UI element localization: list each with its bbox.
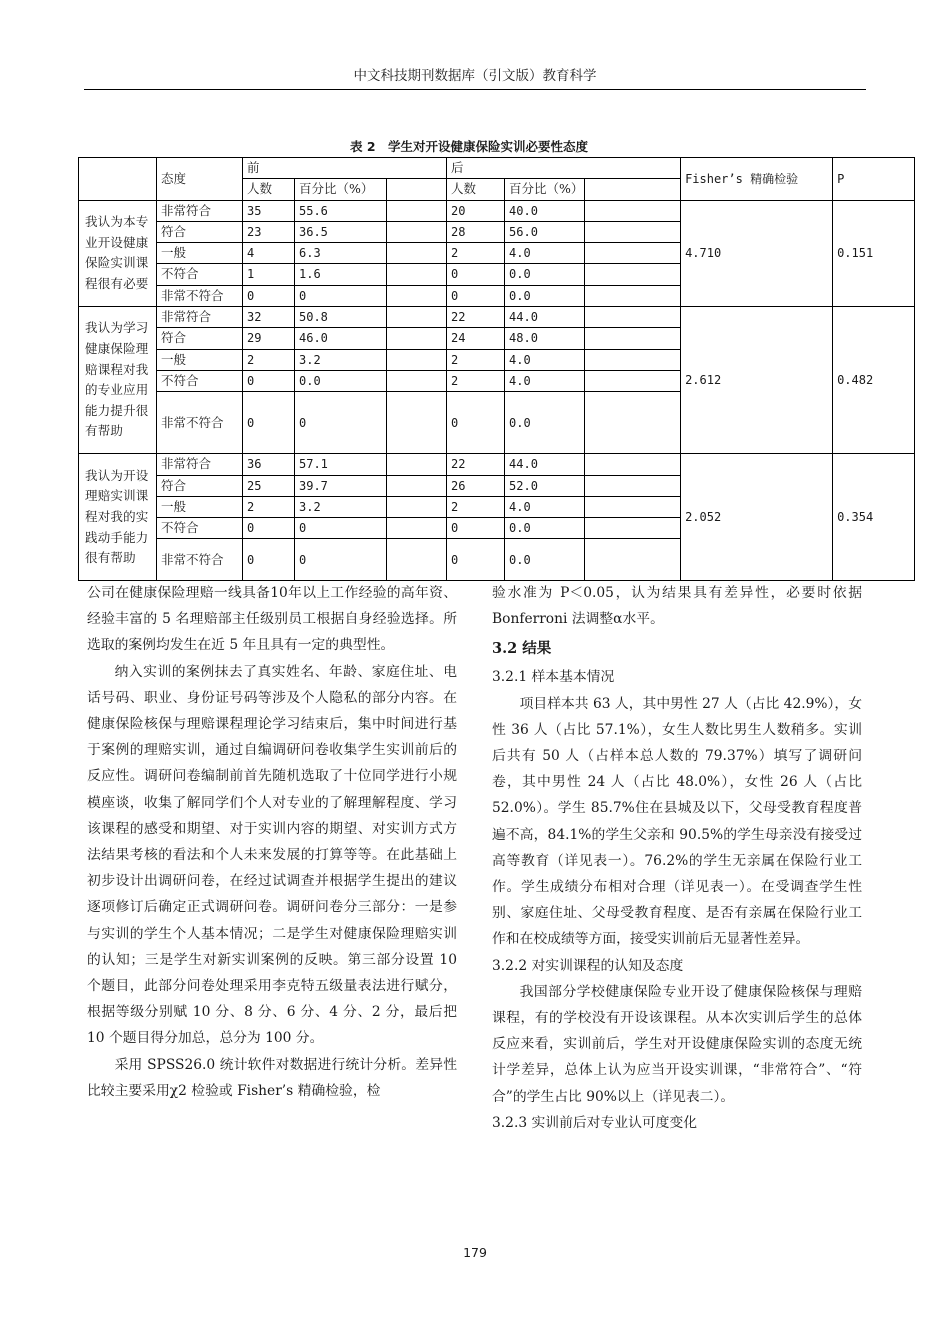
after-percent-cell: 40.0	[505, 200, 585, 221]
before-blank-cell	[387, 285, 447, 306]
after-blank-cell	[585, 496, 681, 517]
before-count-cell: 1	[243, 264, 295, 285]
paragraph: 项目样本共 63 人，其中男性 27 人（占比 42.9%），女性 36 人（占比 57.1%），女生人数比男生人数稍多。实训后共有 50 人（占样本总人数的 79.37%）填写了调研问卷，其中男性 24 人（占比 48.0%），女性 26 人（占比 52.0%）。学生 85.7%住在县城及以下，父母受教育程度普遍不高，84.1%的学生父亲和 90.5%的学生母亲没有接受过高等教育（详见表一）。76.2%的学生无亲属在保险行业工作。学生成绩分布相对合理（详见表一）。在受调查学生性别、家庭住址、父母受教育程度、是否有亲属在保险行业工作和在校成绩等方面，接受实训前后无显著性差异。	[492, 695, 862, 948]
after-percent-cell: 52.0	[505, 475, 585, 496]
before-count-cell: 0	[243, 370, 295, 391]
before-count-cell: 35	[243, 200, 295, 221]
after-blank-cell	[585, 307, 681, 328]
p-value-cell: 0.482	[833, 307, 915, 454]
after-percent-cell: 44.0	[505, 454, 585, 475]
header-after-percent: 百分比（%）	[505, 179, 585, 200]
after-percent-cell: 4.0	[505, 243, 585, 264]
before-percent-cell: 6.3	[295, 243, 387, 264]
after-count-cell: 22	[447, 307, 505, 328]
attitude-cell: 非常不符合	[157, 392, 243, 454]
header-fisher: Fisher’s 精确检验	[681, 158, 833, 201]
before-count-cell: 32	[243, 307, 295, 328]
header-blank	[79, 158, 157, 201]
after-count-cell: 26	[447, 475, 505, 496]
before-percent-cell: 1.6	[295, 264, 387, 285]
before-percent-cell: 0	[295, 392, 387, 454]
attitude-cell: 非常不符合	[157, 285, 243, 306]
before-percent-cell: 46.0	[295, 328, 387, 349]
before-percent-cell: 0	[295, 285, 387, 306]
p-value-cell: 0.354	[833, 454, 915, 581]
after-percent-cell: 0.0	[505, 264, 585, 285]
after-count-cell: 20	[447, 200, 505, 221]
after-percent-cell: 56.0	[505, 221, 585, 242]
before-blank-cell	[387, 496, 447, 517]
statement-cell: 我认为本专业开设健康保险实训课程很有必要	[79, 200, 157, 306]
statement-cell: 我认为学习健康保险理赔课程对我的专业应用能力提升很有帮助	[79, 307, 157, 454]
before-count-cell: 0	[243, 392, 295, 454]
before-blank-cell	[387, 243, 447, 264]
before-count-cell: 29	[243, 328, 295, 349]
before-percent-cell: 3.2	[295, 349, 387, 370]
before-blank-cell	[387, 328, 447, 349]
section-heading: 3.2 结果	[492, 640, 552, 658]
after-percent-cell: 4.0	[505, 349, 585, 370]
table-row	[79, 307, 915, 328]
after-blank-cell	[585, 370, 681, 391]
header-after-count: 人数	[447, 179, 505, 200]
page-number: 179	[463, 1245, 487, 1260]
after-count-cell: 24	[447, 328, 505, 349]
after-percent-cell: 0.0	[505, 392, 585, 454]
left-column	[87, 580, 457, 1104]
after-count-cell: 2	[447, 243, 505, 264]
attitude-cell: 符合	[157, 221, 243, 242]
right-column	[492, 580, 862, 1136]
paragraph: 验水准为 P＜0.05，认为结果具有差异性，必要时依据 Bonferroni 法调整α水平。	[492, 585, 862, 628]
paragraph: 我国部分学校健康保险专业开设了健康保险核保与理赔课程，有的学校没有开设该课程。从本次实训后学生的总体反应来看，实训前后，学生对开设健康保险实训的态度无统计学差异，总体上认为应当开设实训课，“非常符合”、“符合”的学生占比 90%以上（详见表二）。	[492, 983, 862, 1105]
attitude-cell: 符合	[157, 475, 243, 496]
p-value-cell: 0.151	[833, 200, 915, 306]
after-blank-cell	[585, 264, 681, 285]
before-percent-cell: 0	[295, 539, 387, 581]
header-attitude: 态度	[157, 158, 243, 201]
after-blank-cell	[585, 221, 681, 242]
after-percent-cell: 0.0	[505, 285, 585, 306]
table-header-row	[79, 158, 915, 179]
subsection-heading: 3.2.3 实训前后对专业认可度变化	[492, 1114, 698, 1131]
before-count-cell: 23	[243, 221, 295, 242]
after-percent-cell: 44.0	[505, 307, 585, 328]
header-before-count: 人数	[243, 179, 295, 200]
after-blank-cell	[585, 539, 681, 581]
fisher-value-cell: 2.052	[681, 454, 833, 581]
after-count-cell: 0	[447, 285, 505, 306]
subsection-heading: 3.2.2 对实训课程的认知及态度	[492, 957, 684, 974]
fisher-value-cell: 2.612	[681, 307, 833, 454]
header-after-blank	[585, 179, 681, 200]
after-blank-cell	[585, 200, 681, 221]
after-blank-cell	[585, 518, 681, 539]
paragraph: 纳入实训的案例抹去了真实姓名、年龄、家庭住址、电话号码、职业、身份证号码等涉及个人隐私的部分内容。在健康保险核保与理赔课程理论学习结束后，集中时间进行基于案例的理赔实训，通过自编调研问卷收集学生实训前后的反应性。调研问卷编制前首先随机选取了十位同学进行小规模座谈，收集了解同学们个人对专业的了解理解程度、学习该课程的感受和期望、对于实训内容的期望、对实训方式方法结果考核的看法和个人未来发展的打算等等。在此基础上初步设计出调研问卷，在经过试调查并根据学生提出的建议逐项修订后确定正式调研问卷。调研问卷分三部分：一是参与实训的学生个人基本情况；二是学生对健康保险理赔实训的认知；三是学生对新实训案例的反映。第三部分设置 10 个题目，此部分问卷处理采用李克特五级量表法进行赋分，根据等级分别赋 10 分、8 分、6 分、4 分、2 分，最后把 10 个题目得分加总，总分为 100 分。	[87, 663, 457, 1047]
paragraph: 采用 SPSS26.0 统计软件对数据进行统计分析。差异性比较主要采用χ2 检验或 Fisher’s 精确检验，检	[87, 1056, 457, 1099]
after-blank-cell	[585, 454, 681, 475]
after-percent-cell: 4.0	[505, 496, 585, 517]
before-count-cell: 0	[243, 539, 295, 581]
paragraph: 公司在健康保险理赔一线具备10年以上工作经验的高年资、经验丰富的 5 名理赔部主任级别员工根据自身经验选择。所选取的案例均发生在近 5 年且具有一定的典型性。	[87, 585, 457, 654]
journal-header: 中文科技期刊数据库（引文版）教育科学	[353, 68, 597, 84]
after-count-cell: 2	[447, 370, 505, 391]
attitude-cell: 非常符合	[157, 307, 243, 328]
before-blank-cell	[387, 454, 447, 475]
after-blank-cell	[585, 349, 681, 370]
attitude-cell: 一般	[157, 243, 243, 264]
after-percent-cell: 48.0	[505, 328, 585, 349]
before-percent-cell: 3.2	[295, 496, 387, 517]
attitude-cell: 非常不符合	[157, 539, 243, 581]
before-percent-cell: 55.6	[295, 200, 387, 221]
before-percent-cell: 57.1	[295, 454, 387, 475]
before-percent-cell: 0	[295, 518, 387, 539]
after-count-cell: 28	[447, 221, 505, 242]
after-count-cell: 0	[447, 539, 505, 581]
after-percent-cell: 0.0	[505, 539, 585, 581]
attitude-cell: 符合	[157, 328, 243, 349]
header-p: P	[833, 158, 915, 201]
before-percent-cell: 39.7	[295, 475, 387, 496]
header-after: 后	[447, 158, 681, 179]
subsection-heading: 3.2.1 样本基本情况	[492, 669, 615, 686]
before-blank-cell	[387, 264, 447, 285]
after-count-cell: 0	[447, 518, 505, 539]
before-blank-cell	[387, 349, 447, 370]
attitude-cell: 不符合	[157, 518, 243, 539]
table-row	[79, 200, 915, 221]
before-blank-cell	[387, 392, 447, 454]
after-count-cell: 22	[447, 454, 505, 475]
table-caption: 表 2 学生对开设健康保险实训必要性态度	[349, 139, 589, 154]
before-percent-cell: 50.8	[295, 307, 387, 328]
after-blank-cell	[585, 475, 681, 496]
after-blank-cell	[585, 285, 681, 306]
before-blank-cell	[387, 539, 447, 581]
before-blank-cell	[387, 475, 447, 496]
before-blank-cell	[387, 200, 447, 221]
header-rule	[84, 89, 866, 90]
after-blank-cell	[585, 328, 681, 349]
before-count-cell: 4	[243, 243, 295, 264]
before-percent-cell: 36.5	[295, 221, 387, 242]
after-count-cell: 2	[447, 349, 505, 370]
before-blank-cell	[387, 518, 447, 539]
attitude-cell: 非常符合	[157, 454, 243, 475]
header-before-percent: 百分比（%）	[295, 179, 387, 200]
after-blank-cell	[585, 392, 681, 454]
attitude-cell: 一般	[157, 496, 243, 517]
before-count-cell: 36	[243, 454, 295, 475]
after-count-cell: 2	[447, 496, 505, 517]
attitude-cell: 不符合	[157, 264, 243, 285]
statement-cell: 我认为开设理赔实训课程对我的实践动手能力很有帮助	[79, 454, 157, 581]
before-count-cell: 2	[243, 496, 295, 517]
table-row	[79, 454, 915, 475]
after-percent-cell: 4.0	[505, 370, 585, 391]
fisher-value-cell: 4.710	[681, 200, 833, 306]
attitude-cell: 一般	[157, 349, 243, 370]
header-before: 前	[243, 158, 447, 179]
header-before-blank	[387, 179, 447, 200]
after-blank-cell	[585, 243, 681, 264]
before-blank-cell	[387, 307, 447, 328]
before-count-cell: 0	[243, 285, 295, 306]
before-percent-cell: 0.0	[295, 370, 387, 391]
before-count-cell: 0	[243, 518, 295, 539]
before-blank-cell	[387, 221, 447, 242]
after-count-cell: 0	[447, 392, 505, 454]
before-blank-cell	[387, 370, 447, 391]
attitude-cell: 不符合	[157, 370, 243, 391]
attitude-table	[78, 157, 915, 581]
before-count-cell: 2	[243, 349, 295, 370]
before-count-cell: 25	[243, 475, 295, 496]
after-count-cell: 0	[447, 264, 505, 285]
after-percent-cell: 0.0	[505, 518, 585, 539]
attitude-cell: 非常符合	[157, 200, 243, 221]
